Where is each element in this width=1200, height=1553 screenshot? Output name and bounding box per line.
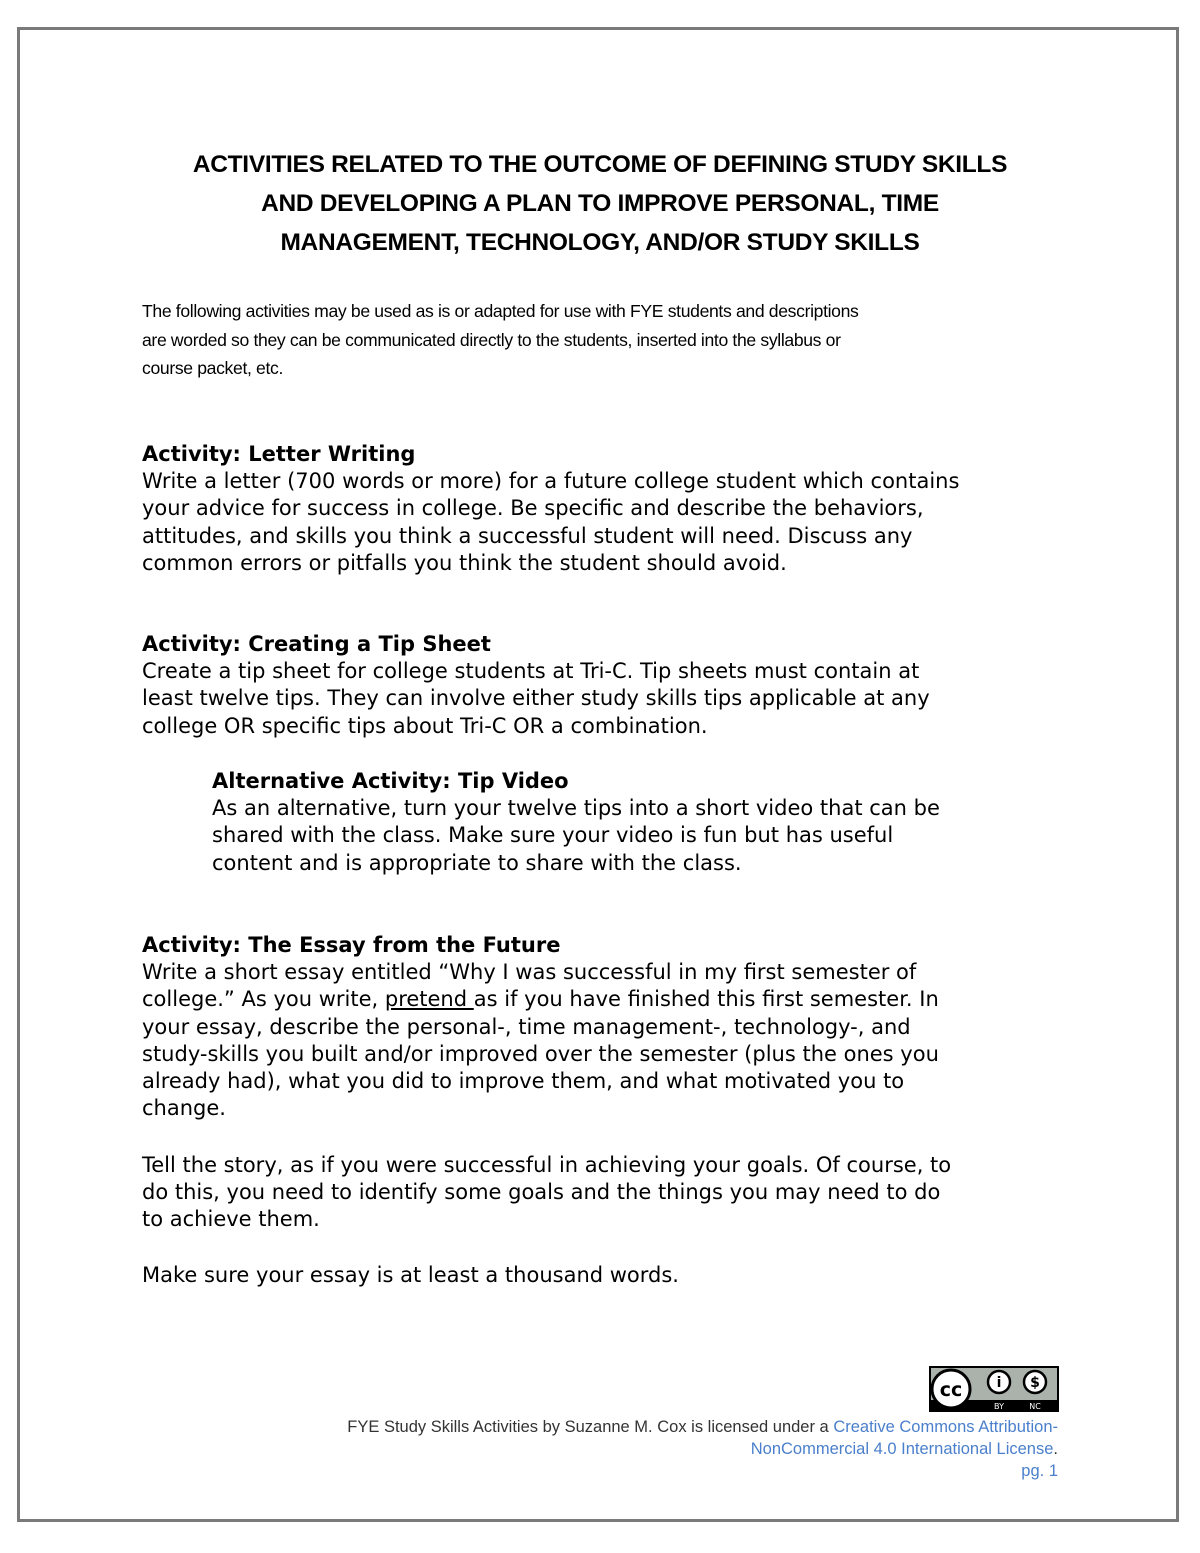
title-line-1: ACTIVITIES RELATED TO THE OUTCOME OF DEFINING STUDY SKILLS: [192, 151, 1008, 178]
activity-line: study-skills you built and/or improved over the semester (plus the ones you: [142, 1041, 939, 1066]
page-number: pg. 1: [1021, 1462, 1058, 1480]
activity-heading: Activity: Letter Writing: [142, 442, 416, 466]
activity-line: to achieve them.: [142, 1207, 320, 1232]
activity-heading: Activity: The Essay from the Future: [142, 933, 561, 957]
intro-paragraph: [142, 297, 1072, 383]
by-label: BY: [994, 1402, 1004, 1411]
activity-line: least twelve tips. They can involve either study skills tips applicable at any: [142, 686, 930, 711]
intro-line: are worded so they can be communicated directly to the students, inserted into the syllabus or: [142, 329, 841, 350]
activity-line: common errors or pitfalls you think the student should avoid.: [142, 550, 787, 575]
activity-line: your essay, describe the personal-, time management-, technology-, and: [142, 1014, 911, 1039]
activity-line: shared with the class. Make sure your video is fun but has useful: [212, 823, 894, 848]
underlined-word: pretend: [384, 987, 474, 1012]
attribution-icon-text: i: [996, 1375, 1002, 1391]
activity-line: Tell the story, as if you were successful in achieving your goals. Of course, to: [142, 1153, 952, 1177]
activity-line: do this, you need to identify some goals and the things you may need to do: [142, 1180, 941, 1205]
activity-tip-video: [212, 768, 1072, 877]
activity-line: Make sure your essay is at least a thousand words.: [142, 1263, 679, 1287]
activity-essay-from-future: [142, 932, 1082, 1122]
cc-by-nc-license-badge[interactable]: [929, 1366, 1059, 1412]
activity-line: your advice for success in college. Be specific and describe the behaviors,: [142, 496, 924, 521]
footer: [158, 1416, 1058, 1482]
text-run: as if you have finished this first semester. In: [473, 987, 939, 1012]
nc-label: NC: [1029, 1402, 1041, 1411]
cc-icon-text: cc: [939, 1379, 963, 1401]
license-line-1: [158, 1416, 1058, 1438]
activity-heading: Alternative Activity: Tip Video: [212, 769, 569, 793]
essay-paragraph-3: [142, 1262, 1082, 1289]
intro-line: The following activities may be used as is or adapted for use with FYE students and descriptions: [142, 301, 859, 321]
activity-line: already had), what you did to improve them, and what motivated you to: [142, 1069, 905, 1094]
title-line-2: AND DEVELOPING A PLAN TO IMPROVE PERSONAL, TIME: [261, 190, 939, 217]
activity-line: As an alternative, turn your twelve tips into a short video that can be: [212, 796, 940, 821]
activity-tip-sheet: [142, 631, 1082, 740]
activity-letter-writing: [142, 441, 1082, 577]
activity-line: change.: [142, 1096, 226, 1121]
activity-heading: Activity: Creating a Tip Sheet: [142, 632, 491, 656]
license-period: .: [1053, 1440, 1058, 1458]
activity-line: Write a short essay entitled “Why I was successful in my first semester of: [142, 960, 917, 985]
essay-paragraph-2: [142, 1152, 1082, 1234]
activity-line: [142, 986, 1082, 1013]
text-run: college.” As you write,: [142, 987, 385, 1012]
intro-line: course packet, etc.: [142, 358, 284, 378]
title-line-3: MANAGEMENT, TECHNOLOGY, AND/OR STUDY SKILLS: [280, 229, 920, 256]
license-link[interactable]: NonCommercial 4.0 International License: [750, 1440, 1054, 1458]
noncommercial-icon-text: $: [1030, 1375, 1040, 1391]
activity-line: college OR specific tips about Tri-C OR a combination.: [142, 713, 708, 738]
activity-line: Write a letter (700 words or more) for a future college student which contains: [142, 469, 960, 494]
license-line-2: [158, 1438, 1058, 1460]
activity-line: attitudes, and skills you think a successful student will need. Discuss any: [142, 523, 913, 548]
license-prefix: FYE Study Skills Activities by Suzanne M. Cox is licensed under a: [347, 1418, 834, 1436]
activity-line: content and is appropriate to share with the class.: [212, 850, 742, 875]
page-title: [120, 145, 1080, 262]
activity-line: Create a tip sheet for college students at Tri-C. Tip sheets must contain at: [142, 659, 920, 684]
license-link[interactable]: Creative Commons Attribution-: [833, 1418, 1058, 1436]
